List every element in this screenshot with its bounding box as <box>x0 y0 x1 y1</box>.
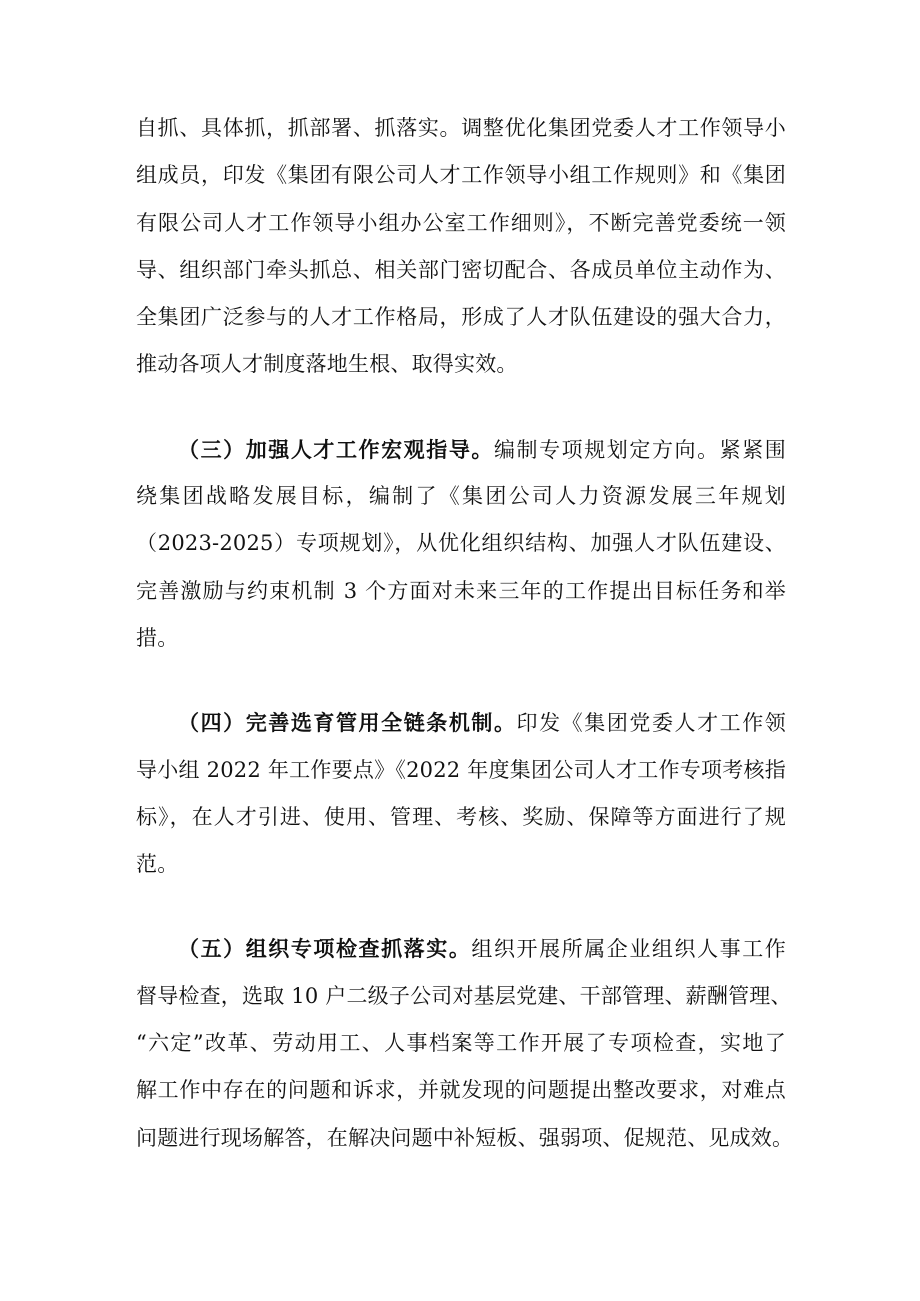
text-line: 措。 <box>136 625 179 650</box>
text-line-first <box>136 426 786 473</box>
text-line-first <box>136 699 786 746</box>
text-line: 范。 <box>136 852 179 877</box>
text-line: 全集团广泛参与的人才工作格局，形成了人才队伍建设的强大合力， <box>136 305 786 330</box>
section-heading: （四）完善选育管用全链条机制。 <box>178 710 517 736</box>
text-line: 完善激励与约束机制 3 个方面对未来三年的工作提出目标任务和举 <box>136 578 786 603</box>
section-text: 印发《集团党委人才工作领 <box>516 711 787 736</box>
text-line: （2023-2025）专项规划》，从优化组织结构、加强人才队伍建设、 <box>136 531 786 556</box>
text-line: 组成员，印发《集团有限公司人才工作领导小组工作规则》和《集团 <box>136 163 786 188</box>
section-text: 编制专项规划定方向。紧紧围 <box>493 437 786 462</box>
paragraph-section-3 <box>136 426 786 662</box>
paragraph-section-5 <box>136 925 794 1161</box>
text-line: 绕集团战略发展目标，编制了《集团公司人力资源发展三年规划 <box>136 484 786 509</box>
paragraph-continuation <box>136 105 786 389</box>
text-line: “六定”改革、劳动用工、人事档案等工作开展了专项检查，实地了 <box>136 1031 786 1056</box>
text-line: 导小组 2022 年工作要点》《2022 年度集团公司人才工作专项考核指 <box>136 757 786 782</box>
text-line: 解工作中存在的问题和诉求，并就发现的问题提出整改要求，对难点 <box>136 1078 786 1103</box>
text-line: 督导检查，选取 10 户二级子公司对基层党建、干部管理、薪酬管理、 <box>136 983 792 1008</box>
text-line: 标》，在人才引进、使用、管理、考核、奖励、保障等方面进行了规 <box>136 804 786 829</box>
section-text: 组织开展所属企业组织人事工作 <box>471 937 786 962</box>
paragraph-section-4 <box>136 699 786 888</box>
text-line: 有限公司人才工作领导小组办公室工作细则》，不断完善党委统一领 <box>136 210 786 235</box>
text-line: 导、组织部门牵头抓总、相关部门密切配合、各成员单位主动作为、 <box>136 257 786 282</box>
text-line: 推动各项人才制度落地生根、取得实效。 <box>136 352 518 377</box>
text-line: 问题进行现场解答，在解决问题中补短板、强弱项、促规范、见成效。 <box>136 1125 794 1150</box>
text-line-first <box>136 925 786 972</box>
section-heading: （五）组织专项检查抓落实。 <box>178 936 472 962</box>
section-heading: （三）加强人才工作宏观指导。 <box>178 436 494 462</box>
text-line: 自抓、具体抓，抓部署、抓落实。调整优化集团党委人才工作领导小 <box>136 116 786 140</box>
document-page <box>136 105 794 1199</box>
